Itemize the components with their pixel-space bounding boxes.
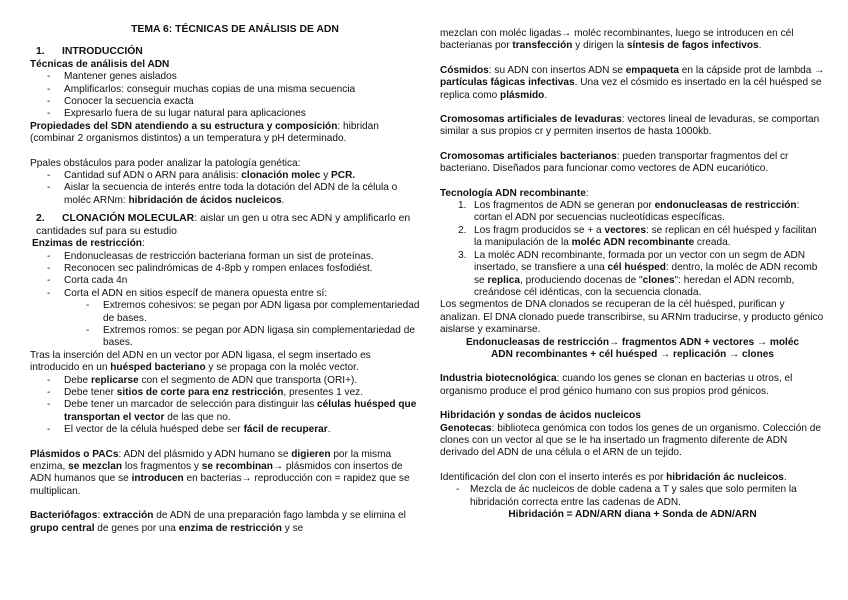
list-item: 2. Los fragm producidos se + a vectores: se replican en cél huésped y facilitan la manipulación de la moléc ADN recombinante creada. <box>458 224 817 249</box>
tecnologia-steps <box>440 200 825 299</box>
section-number: 1. <box>36 46 45 58</box>
propiedades-paragraph: Propiedades del SDN atendiendo a su estructura y composición: hibridan (combinar 2 organismos distintos) a un temperatura y pH determinado. <box>30 120 379 145</box>
section-title: INTRODUCCIÓN <box>62 46 143 58</box>
tecnicas-list <box>30 71 422 121</box>
enzimas-heading: Enzimas de restricción: <box>32 238 145 250</box>
tecnicas-heading: Técnicas de análisis del ADN <box>30 58 170 70</box>
list-item: - Cantidad suf ADN o ARN para análisis: clonación molec y PCR. <box>30 170 422 182</box>
section-number: 2. <box>36 213 45 225</box>
vector-requisitos-list <box>30 375 422 437</box>
bold-text: Propiedades del SDN atendiendo a su estructura y composición <box>30 120 338 132</box>
left-column <box>30 24 422 535</box>
list-item: - Corta cada 4n <box>30 275 422 287</box>
list-item: 3. La moléc ADN recombinante, formada por un vector con un segm de ADN insertado, se transfiere a una cél huésped: dentro, la moléc de ADN recomb se replica, produciendo docenas de "clones": heredan el ADN recomb, creándose cél idénticas, con la secuencia clonada. <box>458 249 818 298</box>
bacteriofagos-continuation: mezclan con moléc ligadas→ moléc recombinantes, luego se introducen en cél bacterianas por transfección y dirigen la síntesis de fagos infectivos. <box>440 28 794 52</box>
list-item: - Extremos cohesivos: se pegan por ADN ligasa por complementariedad de bases. <box>30 300 422 325</box>
list-item: - Endonucleasas de restricción bacteriana forman un sist de proteínas. <box>30 251 422 263</box>
bacteriofagos-paragraph: Bacteriófagos: extracción de ADN de una preparación fago lambda y se elimina el grupo central de genes por una enzima de restricción y se <box>30 510 406 534</box>
list-item: - Aislar la secuencia de interés entre toda la dotación del ADN de la célula o moléc ARNm: hibridación de ácidos nucleicos. <box>30 182 422 207</box>
list-item: - Conocer la secuencia exacta <box>30 96 422 108</box>
hibridacion-heading: Hibridación y sondas de ácidos nucleicos <box>440 410 641 422</box>
list-item: - Corta el ADN en sitios específ de manera opuesta entre sí: <box>30 288 422 300</box>
industria-paragraph: Industria biotecnológica: cuando los genes se clonan en bacterias u otros, el organismo produce el prod génico humano con sus propios prod génicos. <box>440 373 793 397</box>
section-title: CLONACIÓN MOLECULAR <box>62 213 195 225</box>
insercion-paragraph: Tras la inserción del ADN en un vector por ADN ligasa, el segm insertado es introducido en un huésped bacteriano y se propaga con la moléc vector. <box>30 349 371 374</box>
right-column <box>440 28 825 521</box>
enzimas-list <box>30 251 422 301</box>
list-item: 1. Los fragmentos de ADN se generan por endonucleasas de restricción: cortan el ADN por secuencias nucleotídicas específicas. <box>458 200 800 224</box>
levaduras-paragraph: Cromosomas artificiales de levaduras: vectores lineal de levaduras, se comportan similar a sus propios cr y permiten insertos de hasta 1000kb. <box>440 114 820 138</box>
list-item: - El vector de la célula huésped debe ser fácil de recuperar. <box>30 424 422 436</box>
formula-line: Endonucleasas de restricción→ fragmentos ADN + vectores → moléc <box>465 336 800 348</box>
list-item: - Mantener genes aislados <box>30 71 422 83</box>
tecnologia-heading: Tecnología ADN recombinante: <box>440 187 589 199</box>
section-introduccion-heading <box>30 46 422 58</box>
list-item: - Debe replicarse con el segmento de ADN que transporta (ORI+). <box>30 375 422 387</box>
document-title: TEMA 6: TÉCNICAS DE ANÁLISIS DE ADN <box>131 24 339 35</box>
list-item: - Extremos romos: se pegan por ADN ligasa sin complementariedad de bases. <box>30 325 422 350</box>
list-item: - Reconocen sec palindrómicas de 4-8pb y rompen enlaces fosfodiést. <box>30 263 422 275</box>
segmentos-paragraph: Los segmentos de DNA clonados se recuperan de la cél huésped, purifican y analizan. El DNA clonado puede transcribirse, su ARNm traducirse, y producto génico aislarse y examinarse. <box>440 299 824 336</box>
obstaculos-list <box>30 170 422 207</box>
genotecas-paragraph: Genotecas: biblioteca genómica con todos los genes de un organismo. Colección de clones con un vector al que se le ha insertado un fragmento diferente de ADN derivado del ADN de una célula o el ARN de un tejido. <box>440 422 821 459</box>
bacterianos-paragraph: Cromosomas artificiales bacterianos: pueden transportar fragmentos del cr bacteriano. Diseñados para funcionar como vectores de ADN eucariótico. <box>440 150 789 175</box>
mezcla-list <box>440 484 825 509</box>
formula-line: ADN recombinantes + cél huésped → replicación → clones <box>491 348 774 360</box>
obstaculos-intro: Ppales obstáculos para poder analizar la patología genética: <box>30 157 301 169</box>
cosmidos-paragraph: Cósmidos: su ADN con insertos ADN se empaqueta en la cápside prot de lambda → partículas fágicas infectivas. Una vez el cósmido es insertado en la cél huésped se replica como plásmido. <box>440 64 825 101</box>
extremos-list <box>30 300 422 350</box>
list-item: - Debe tener sitios de corte para enz restricción, presentes 1 vez. <box>30 387 422 399</box>
list-item: - Debe tener un marcador de selección para distinguir las células huésped que transportan el vector de las que no. <box>30 399 422 424</box>
list-item: - Amplificarlos: conseguir muchas copias de una misma secuencia <box>30 84 422 96</box>
plasmidos-paragraph: Plásmidos o PACs: ADN del plásmido y ADN humano se digieren por la misma enzima, se mezclan los fragmentos y se recombinan→ plásmidos con insertos de ADN humanos que se introducen en bacterias→ reproducción con = rapidez que se multiplican. <box>30 448 410 497</box>
hibridacion-formula: Hibridación = ADN/ARN diana + Sonda de ADN/ARN <box>508 509 757 520</box>
section-clonacion-heading: 2. CLONACIÓN MOLECULAR: aislar un gen u otra sec ADN y amplificarlo en cantidades suf para su estudio <box>36 213 411 237</box>
list-item: - Expresarlo fuera de su lugar natural para aplicaciones <box>30 108 422 120</box>
identificacion-paragraph: Identificación del clon con el inserto interés es por hibridación ác nucleicos. <box>440 471 787 483</box>
list-item: - Mezcla de ác nucleicos de doble cadena a T y sales que solo permiten la hibridación correcta entre las cadenas de ADN. <box>440 484 825 509</box>
